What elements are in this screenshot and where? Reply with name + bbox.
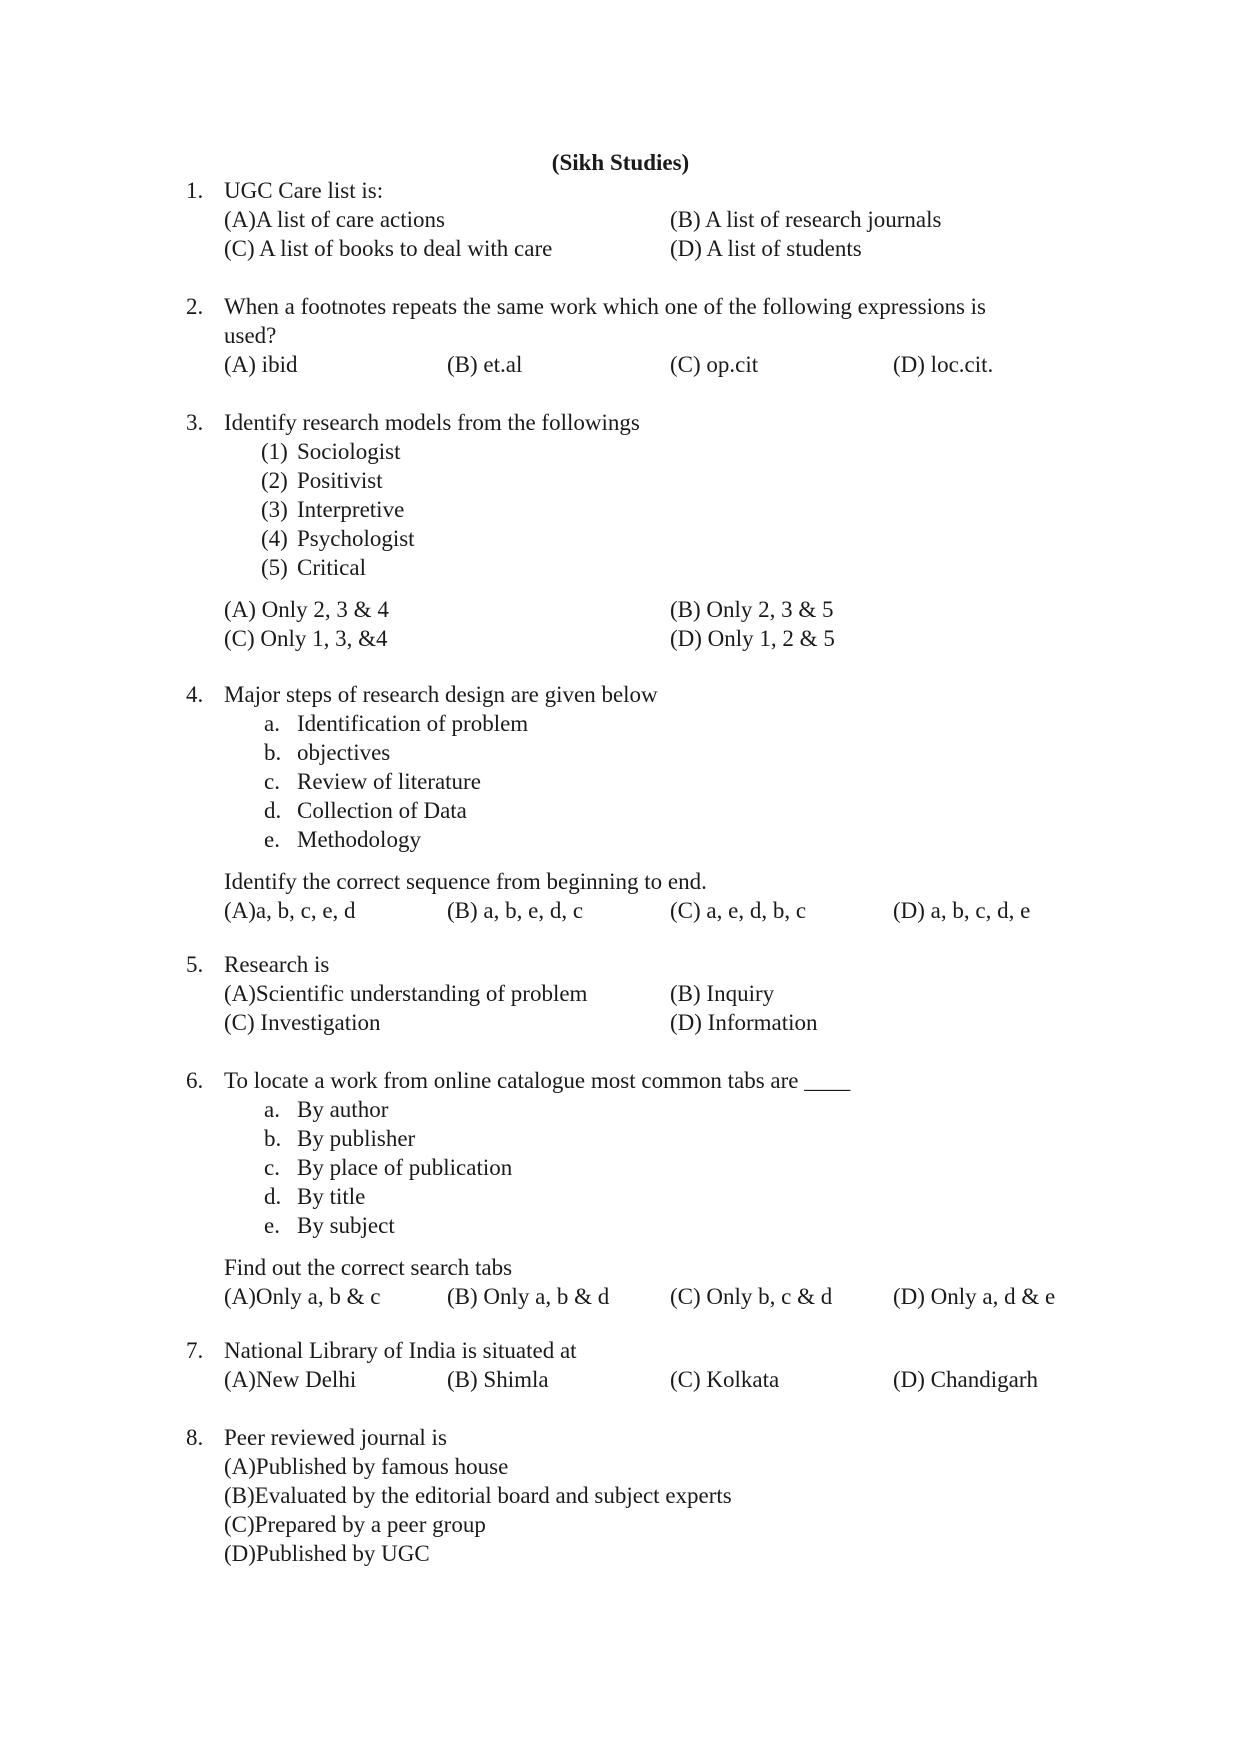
question-number: 4.	[186, 682, 204, 707]
item-text: Review of literature	[297, 769, 481, 794]
option-d: (D)Published by UGC	[224, 1541, 430, 1566]
question-text: National Library of India is situated at	[224, 1338, 577, 1363]
list-item	[261, 1211, 1086, 1240]
list-item	[261, 825, 1086, 854]
item-text: objectives	[297, 740, 391, 765]
option-a: (A)a, b, c, e, d	[224, 898, 356, 923]
option-a: (A)Published by famous house	[224, 1454, 509, 1479]
options-row	[224, 1365, 1086, 1394]
options-row	[224, 205, 1086, 234]
item-label: (4)	[261, 526, 288, 551]
question-8	[186, 1423, 1086, 1568]
question-number: 7.	[186, 1338, 204, 1363]
list-item	[261, 437, 1086, 466]
question-1	[186, 176, 1086, 263]
question-3	[186, 408, 1086, 653]
option-a: (A) Only 2, 3 & 4	[224, 597, 389, 622]
item-label: (5)	[261, 555, 288, 580]
list-item	[261, 709, 1086, 738]
option-d: (D) Chandigarh	[893, 1367, 1038, 1392]
options-row	[224, 1282, 1086, 1311]
item-label: a.	[264, 1097, 280, 1122]
item-text: By publisher	[297, 1126, 416, 1151]
item-label: (1)	[261, 439, 288, 464]
item-text: Psychologist	[297, 526, 415, 551]
item-label: b.	[264, 1126, 282, 1151]
options-row	[224, 234, 1086, 263]
item-text: By title	[297, 1184, 366, 1209]
question-2	[186, 292, 1086, 379]
question-text: To locate a work from online catalogue most common tabs are ____	[224, 1068, 851, 1093]
option-a: (A) ibid	[224, 352, 298, 377]
question-number: 8.	[186, 1425, 204, 1450]
options-row	[224, 979, 1086, 1008]
item-text: By subject	[297, 1213, 395, 1238]
options-row	[224, 595, 1086, 624]
list-item	[261, 738, 1086, 767]
item-label: a.	[264, 711, 280, 736]
item-label: c.	[264, 769, 280, 794]
item-label: b.	[264, 740, 282, 765]
list-item	[261, 1153, 1086, 1182]
option-a: (A)Only a, b & c	[224, 1284, 381, 1309]
item-text: Interpretive	[297, 497, 405, 522]
option-d: (D) Information	[670, 1010, 818, 1035]
option-d: (D) Only 1, 2 & 5	[670, 626, 835, 651]
option-d: (D) a, b, c, d, e	[893, 898, 1031, 923]
option-b: (B) A list of research journals	[670, 207, 942, 232]
question-5	[186, 950, 1086, 1037]
item-label: d.	[264, 1184, 282, 1209]
item-label: d.	[264, 798, 282, 823]
option-d: (D) Only a, d & e	[893, 1284, 1056, 1309]
item-label: (3)	[261, 497, 288, 522]
option-a: (A)A list of care actions	[224, 207, 445, 232]
option-d: (D) loc.cit.	[893, 352, 994, 377]
option-d: (D) A list of students	[670, 236, 862, 261]
question-number: 5.	[186, 952, 204, 977]
question-4	[186, 680, 1086, 925]
list-item	[261, 767, 1086, 796]
list-item	[261, 495, 1086, 524]
option-c: (C) Kolkata	[670, 1367, 780, 1392]
option-b: (B)Evaluated by the editorial board and subject experts	[224, 1483, 732, 1508]
list-item	[261, 1182, 1086, 1211]
question-prompt: Identify the correct sequence from beginning to end.	[224, 869, 707, 894]
question-7	[186, 1336, 1086, 1394]
options-row	[224, 896, 1086, 925]
question-number: 1.	[186, 178, 204, 203]
question-text: UGC Care list is:	[224, 178, 384, 203]
item-label: (2)	[261, 468, 288, 493]
option-a: (A)New Delhi	[224, 1367, 357, 1392]
list-item	[261, 1095, 1086, 1124]
options-row	[224, 1008, 1086, 1037]
item-text: Positivist	[297, 468, 383, 493]
option-b: (B) Inquiry	[670, 981, 775, 1006]
item-text: Identification of problem	[297, 711, 529, 736]
question-text-line-1: When a footnotes repeats the same work which one of the following expressions is	[224, 294, 986, 319]
question-6	[186, 1066, 1086, 1311]
option-b: (B) Only a, b & d	[447, 1284, 610, 1309]
option-b: (B) Shimla	[447, 1367, 549, 1392]
option-c: (C) A list of books to deal with care	[224, 236, 553, 261]
options-row	[224, 350, 1086, 379]
question-text-line-2: used?	[224, 323, 277, 348]
item-text: By place of publication	[297, 1155, 513, 1180]
option-a: (A)Scientific understanding of problem	[224, 981, 588, 1006]
item-text: Sociologist	[297, 439, 401, 464]
list-item	[261, 524, 1086, 553]
page-title: (Sikh Studies)	[551, 150, 690, 175]
option-c: (C) Only 1, 3, &4	[224, 626, 388, 651]
question-prompt: Find out the correct search tabs	[224, 1255, 513, 1280]
item-text: By author	[297, 1097, 389, 1122]
question-number: 3.	[186, 410, 204, 435]
list-item	[261, 796, 1086, 825]
option-b: (B) a, b, e, d, c	[447, 898, 584, 923]
list-item	[261, 1124, 1086, 1153]
option-c: (C) op.cit	[670, 352, 759, 377]
item-text: Methodology	[297, 827, 421, 852]
item-label: c.	[264, 1155, 280, 1180]
option-c: (C) Only b, c & d	[670, 1284, 833, 1309]
question-text: Peer reviewed journal is	[224, 1425, 447, 1450]
item-label: e.	[264, 827, 280, 852]
option-c: (C)Prepared by a peer group	[224, 1512, 486, 1537]
option-c: (C) Investigation	[224, 1010, 381, 1035]
question-number: 2.	[186, 294, 204, 319]
option-b: (B) Only 2, 3 & 5	[670, 597, 834, 622]
item-text: Collection of Data	[297, 798, 467, 823]
list-item	[261, 553, 1086, 582]
item-label: e.	[264, 1213, 280, 1238]
option-c: (C) a, e, d, b, c	[670, 898, 807, 923]
question-text: Research is	[224, 952, 330, 977]
list-item	[261, 466, 1086, 495]
question-number: 6.	[186, 1068, 204, 1093]
options-row	[224, 624, 1086, 653]
question-text: Major steps of research design are given below	[224, 682, 658, 707]
question-text: Identify research models from the followings	[224, 410, 640, 435]
option-b: (B) et.al	[447, 352, 523, 377]
item-text: Critical	[297, 555, 366, 580]
